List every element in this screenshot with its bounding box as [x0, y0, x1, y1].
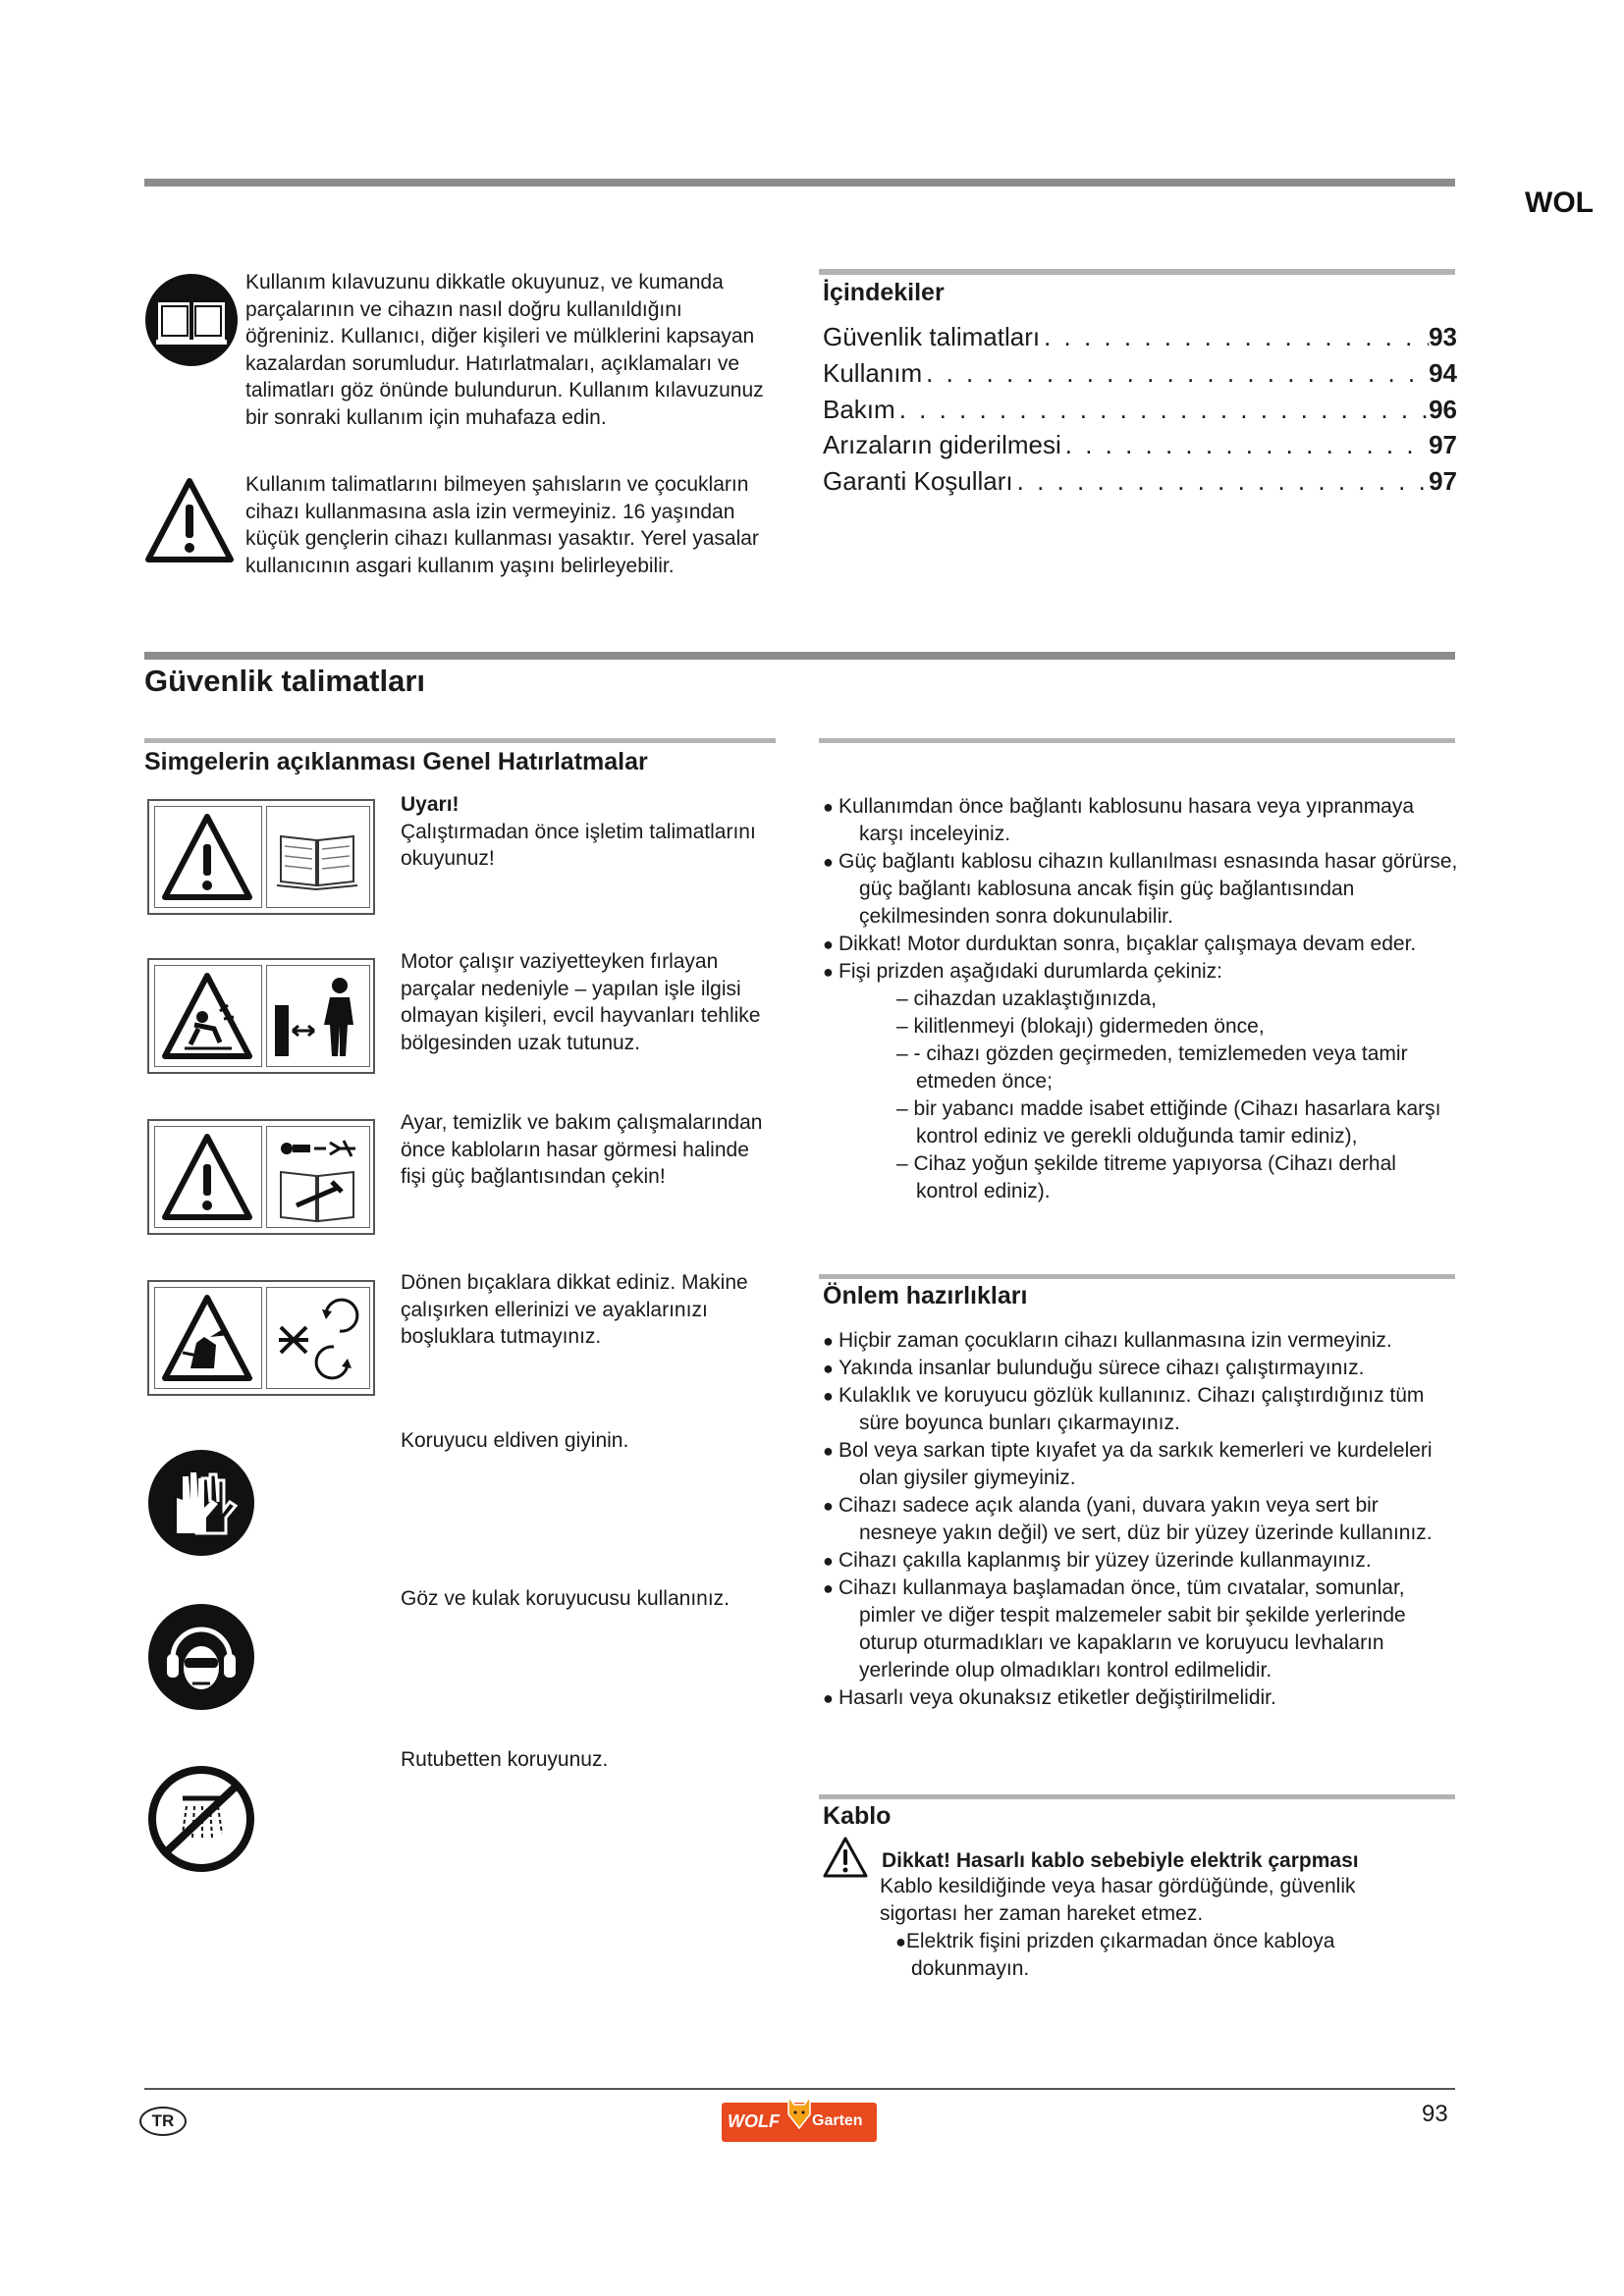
symbol-rotating-blades — [147, 1280, 375, 1396]
section-rule — [144, 652, 1455, 660]
precautions-rule — [819, 1274, 1455, 1279]
intro-read-manual: Kullanım kılavuzunu dikkatle okuyunuz, ve kumanda parçalarının ve cihazın nasıl doğru kullanıldığını öğreniniz. Kullanıcı, diğer kişileri ve mülklerini kapsayan kazalardan sorumludur. Hatırlatmaları, açıklamaları ve talimatları göz önünde bulundurun. Kullanım kılavuzunuz bir sonraki kullanım için muhafaza edin. — [245, 271, 764, 429]
list-item: ● Cihazı çakılla kaplanmış bir yüzey üzerinde kullanmayınız. — [823, 1549, 1372, 1572]
footer-rule — [144, 2088, 1455, 2090]
list-item: ● Cihazı sadece açık alanda (yani, duvara yakın veya sert bir nesneye yakın değil) ve sert, düz bir yüzey üzerinde kullanınız. — [823, 1494, 1433, 1544]
list-item: ● Hiçbir zaman çocukların cihazı kullanmasına izin vermeyiniz. — [823, 1329, 1392, 1352]
cable-warning-icon — [823, 1836, 868, 1879]
eye-ear-protection-icon — [147, 1603, 255, 1711]
list-item: – - cihazı gözden geçirmeden, temizlemeden veya tamir etmeden önce; — [896, 1042, 1408, 1093]
precautions-heading: Önlem hazırlıkları — [823, 1282, 1028, 1309]
list-item: ● Hasarlı veya okunaksız etiketler değiştirilmelidir. — [823, 1686, 1276, 1709]
cable-rule — [819, 1794, 1455, 1799]
intro-children-warning: Kullanım talimatlarını bilmeyen şahısların ve çocukların cihazı kullanmasına asla izin vermeyiniz. 16 yaşından küçük gençlerin cihazı kullanması yasaktır. Yerel yasalar kullanıcının asgari kullanım yaşını belirleyebilir. — [245, 473, 759, 577]
list-item: – cihazdan uzaklaştığınızda, — [896, 988, 1158, 1010]
list-item: – bir yabancı madde isabet ettiğinde (Cihazı hasarlara karşı kontrol ediniz ve gerekli olduğunda tamir ediniz), — [896, 1097, 1441, 1148]
list-item: ● Cihazı kullanmaya başlamadan önce, tüm cıvatalar, somunlar, pimler ve diğer tespit malzemeler sabit bir şekilde yerlerinde oturup oturmadıkları ve kapakların ve koruyucu levhaların yerlerinde olup olmadıkları kontrol edilmelidir. — [823, 1576, 1406, 1682]
list-item: ● Fişi prizden aşağıdaki durumlarda çekiniz: – cihazdan uzaklaştığınızda, – kilitlenmeyi (blokajı) gidermeden önce, – - cihazı gözden geçirmeden, temizlemeden veya tamir etmeden önce; – bir yabancı madde isabet ettiğinde (Cihazı hasarlara karşı kontrol ediniz ve gerekli olduğunda tamir ediniz), – Cihaz yoğun şekilde titreme yapıyorsa (Cihazı derhal kontrol ediniz). — [823, 958, 1461, 1205]
toc-item[interactable]: Güvenlik talimatları . . . 93 — [823, 322, 1457, 357]
toc-item[interactable]: Bakım . . . 96 — [823, 395, 1457, 430]
list-item: ● Bol veya sarkan tipte kıyafet ya da sarkık kemerleri ve kurdeleleri olan giysiler giymeyiniz. — [823, 1439, 1433, 1489]
symbol-desc: Ayar, temizlik ve bakım çalışmalarından önce kabloların hasar görmesi halinde fişi güç bağlantısından çekin! — [401, 1111, 763, 1188]
unplug-cases-list — [859, 986, 1461, 1205]
top-rule — [144, 179, 1455, 187]
country-badge: TR — [139, 2107, 187, 2136]
symbol-unplug — [147, 1119, 375, 1235]
general-safety-list — [823, 793, 1461, 1205]
toc-item[interactable]: Garanti Koşulları . . . 97 — [823, 466, 1457, 502]
symbol-thrown-objects — [147, 958, 375, 1074]
cable-heading: Kablo — [823, 1802, 892, 1830]
symbol-warning-title: Uyarı! — [401, 793, 460, 816]
symbol-desc: Dönen bıçaklara dikkat ediniz. Makine çalışırken ellerinizi ve ayaklarınızı boşluklara tutmayınız. — [401, 1271, 748, 1348]
list-item: – kilitlenmeyi (blokajı) gidermeden önce, — [896, 1015, 1265, 1038]
symbol-desc: Koruyucu eldiven giyinin. — [401, 1429, 629, 1452]
cable-warning-title: Dikkat! Hasarlı kablo sebebiyle elektrik çarpması — [882, 1849, 1359, 1872]
right-subrule — [819, 738, 1455, 743]
toc-item[interactable]: Arızaların giderilmesi . . . 97 — [823, 430, 1457, 465]
section-title: Güvenlik talimatları — [144, 664, 425, 698]
precautions-list — [823, 1327, 1461, 1712]
fox-logo-icon — [786, 2093, 812, 2132]
list-item: – Cihaz yoğun şekilde titreme yapıyorsa (Cihazı derhal kontrol ediniz). — [896, 1152, 1396, 1202]
brand-name: WOL — [1525, 187, 1594, 219]
left-subrule — [144, 738, 776, 743]
symbol-desc: Uyarı! Çalıştırmadan önce işletim talimatlarını okuyunuz! — [401, 791, 774, 873]
list-item: ● Güç bağlantı kablosu cihazın kullanılması esnasında hasar görürse, güç bağlantı kablosuna ancak fişin güç bağlantısından çekilmesinden sonra dokunulabilir. — [823, 850, 1458, 928]
gloves-icon — [147, 1449, 255, 1557]
book-icon — [144, 273, 239, 367]
no-moisture-icon — [147, 1765, 255, 1873]
list-item: ● Yakında insanlar bulunduğu sürece cihazı çalıştırmayınız. — [823, 1357, 1365, 1379]
list-item: ● Dikkat! Motor durduktan sonra, bıçaklar çalışmaya devam eder. — [823, 933, 1417, 955]
list-item: ● Kullanımdan önce bağlantı kablosunu hasara veya yıpranmaya karşı inceleyiniz. — [823, 795, 1415, 845]
list-item: ● Kulaklık ve koruyucu gözlük kullanınız. Cihazı çalıştırdığınız tüm süre boyunca bunları çıkarmayınız. — [823, 1384, 1425, 1434]
toc-rule — [819, 269, 1455, 275]
symbol-desc: Göz ve kulak koruyucusu kullanınız. — [401, 1587, 730, 1610]
toc-title: İçindekiler — [823, 279, 945, 306]
toc-item[interactable]: Kullanım . . . 94 — [823, 358, 1457, 394]
wolf-garten-logo: WOLF Garten — [722, 2103, 877, 2142]
page-number: 93 — [1422, 2101, 1448, 2127]
symbol-read-manual — [147, 799, 375, 915]
symbol-desc: Rutubetten koruyunuz. — [401, 1748, 609, 1771]
cable-warning-text: Kablo kesildiğinde veya hasar gördüğünde, güvenlik sigortası her zaman hareket etmez. — [880, 1875, 1356, 1925]
cable-bullet: ●Elektrik fişini prizden çıkarmadan önce kabloya dokunmayın. — [895, 1930, 1335, 1980]
warning-icon — [144, 477, 235, 563]
symbol-desc: Motor çalışır vaziyetteyken fırlayan parçalar nedeniyle – yapılan işle ilgisi olmayan kişileri, evcil hayvanları tehlike bölgesinden uzak tutunuz. — [401, 950, 761, 1054]
symbols-heading: Simgelerin açıklanması Genel Hatırlatmalar — [144, 748, 648, 775]
